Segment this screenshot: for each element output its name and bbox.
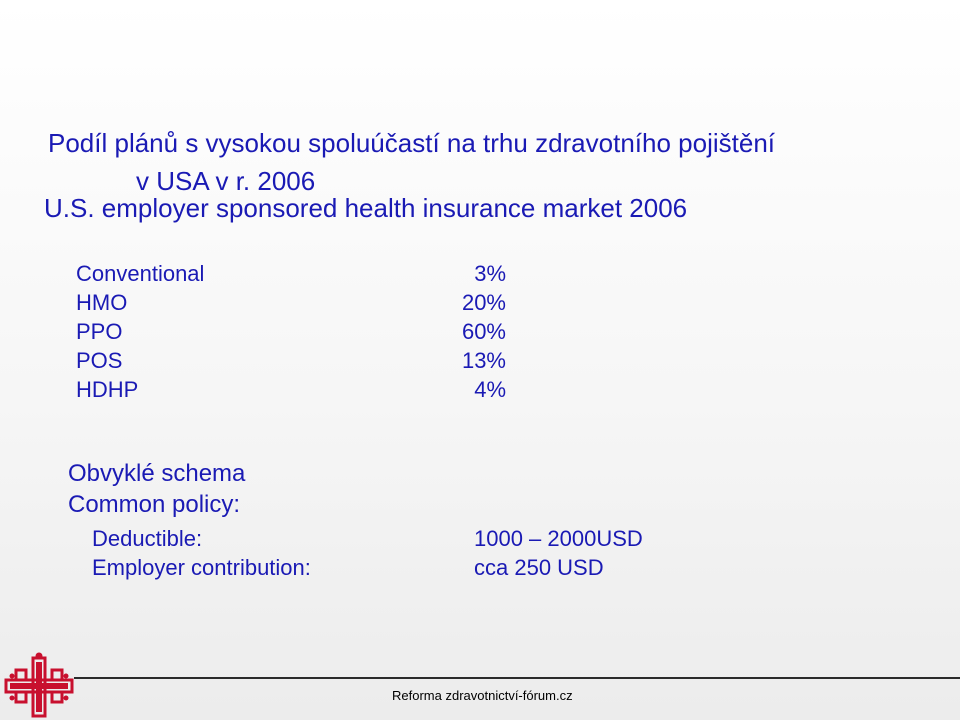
- medical-cross-logo-icon: [4, 652, 74, 718]
- table-row: [92, 553, 643, 582]
- plan-share: 60%: [461, 319, 506, 344]
- plan-name: PPO: [76, 319, 123, 344]
- table-row: [76, 288, 506, 317]
- policy-label: Deductible:: [92, 526, 203, 551]
- slide-subtitle: U.S. employer sponsored health insurance market 2006: [44, 193, 688, 223]
- title-line-2: v USA v r. 2006: [136, 166, 316, 196]
- table-row: [76, 317, 506, 346]
- plan-share: 3%: [474, 261, 506, 286]
- policy-table: [92, 524, 643, 582]
- plan-share: 20%: [461, 290, 506, 315]
- plan-share: 4%: [474, 377, 506, 402]
- policy-heading: Common policy:: [68, 491, 241, 518]
- market-share-table: [76, 259, 506, 404]
- policy-value: 1000 – 2000USD: [474, 526, 643, 551]
- plan-name: HDHP: [76, 377, 139, 402]
- schema-heading: Obvyklé schema: [68, 460, 246, 487]
- policy-label: Employer contribution:: [92, 555, 311, 580]
- slide-title: [48, 124, 775, 200]
- plan-name: HMO: [76, 290, 128, 315]
- table-row: [76, 375, 506, 404]
- table-row: [76, 346, 506, 375]
- schema-section: [68, 458, 245, 520]
- footer-text: Reforma zdravotnictví-fórum.cz: [392, 688, 573, 703]
- plan-name: POS: [76, 348, 123, 373]
- table-row: [76, 259, 506, 288]
- plan-share: 13%: [461, 348, 506, 373]
- footer-divider: [74, 677, 960, 679]
- policy-value: cca 250 USD: [474, 555, 604, 580]
- table-row: [92, 524, 643, 553]
- plan-name: Conventional: [76, 261, 205, 286]
- title-line-1: Podíl plánů s vysokou spoluúčastí na trhu zdravotního pojištění: [48, 128, 775, 158]
